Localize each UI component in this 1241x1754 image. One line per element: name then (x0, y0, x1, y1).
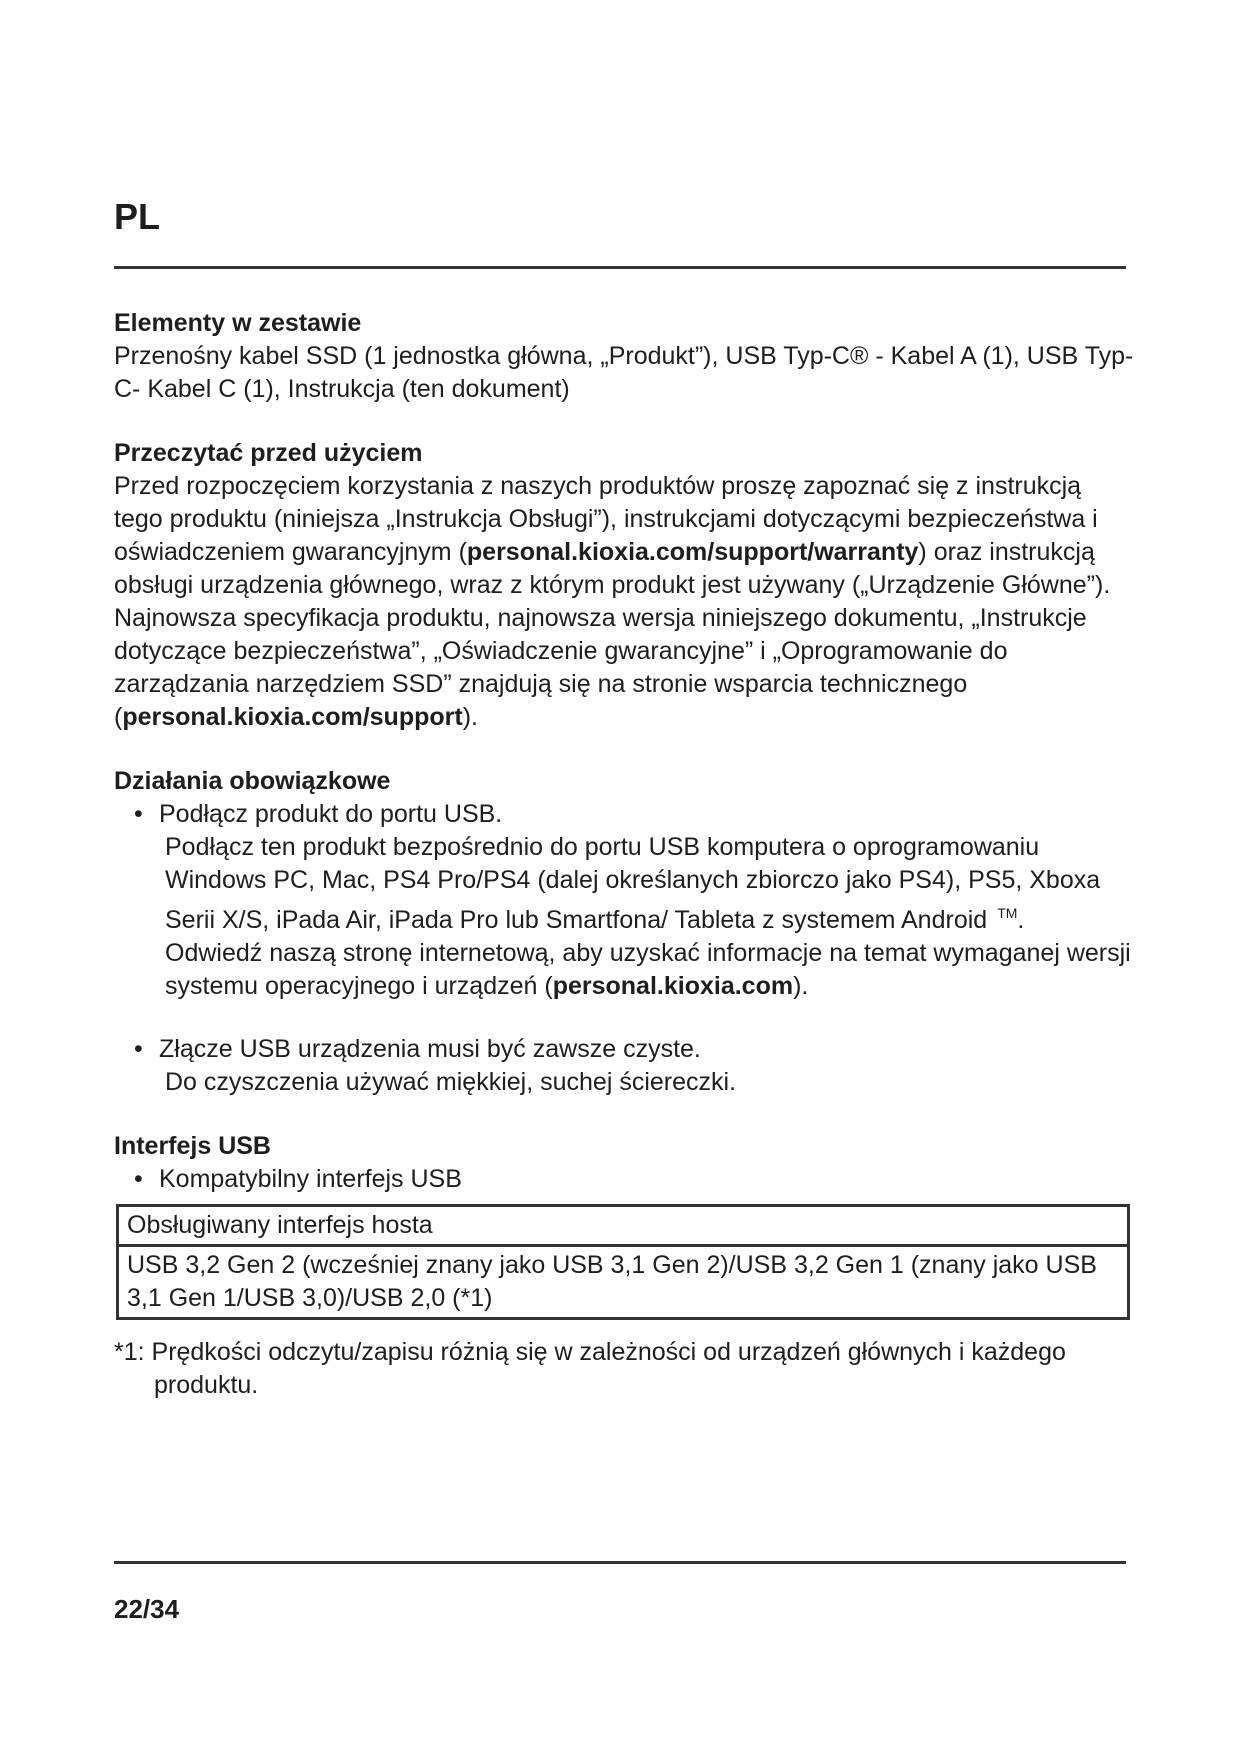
table-cell: USB 3,2 Gen 2 (wcześniej znany jako USB 3,1 Gen 2)/USB 3,2 Gen 1 (znany jako USB 3,1 Gen 1/USB 3,0)/USB 2,0 (*1) (118, 1246, 1129, 1319)
page-number: 22/34 (114, 1594, 180, 1624)
latest-spec-paragraph: Najnowsza specyfikacja produktu, najnowsza wersja niniejszego dokumentu, „Instrukcje dotyczące bezpieczeństwa”, „Oświadczenie gwarancyjne” i „Oprogramowanie do zarządzania narzędziem SSD” znajdują się na stronie wsparcia technicznego (personal.kioxia.com/support). (114, 604, 1087, 731)
kioxia-link: personal.kioxia.com (552, 972, 794, 1000)
section-title: Interfejs USB (114, 1132, 271, 1160)
bottom-divider (114, 1561, 1126, 1564)
warranty-link: personal.kioxia.com/support/warranty (466, 538, 919, 566)
top-divider (114, 266, 1126, 269)
footnote: *1: Prędkości odczytu/zapisu różnią się w zależności od urządzeń głównych i każdego produktu. (114, 1338, 1066, 1399)
section-usb-interface (114, 1130, 1134, 1402)
table-header-cell: Obsługiwany interfejs hosta (118, 1206, 1129, 1246)
bullet-heading: • Podłącz produkt do portu USB. (159, 800, 503, 828)
usb-interface-list (114, 1163, 1134, 1196)
mandatory-actions-list (114, 798, 1134, 1099)
section-title: Elementy w zestawie (114, 309, 362, 337)
read-before-paragraph: Przed rozpoczęciem korzystania z naszych produktów proszę zapoznać się z instrukcją tego produktu (niniejsza „Instrukcja Obsługi”), instrukcjami dotyczącymi bezpieczeństwa i oświadczeniem gwarancyjnym (personal.kioxia.com/support/warranty) oraz instrukcją obsługi urządzenia głównego, wraz z którym produkt jest używany („Urządzenie Główne”). (114, 472, 1111, 599)
bullet-body: Podłącz ten produkt bezpośrednio do portu USB komputera o oprogramowaniu Windows PC, Mac, PS4 Pro/PS4 (dalej określanych zbiorczo jako PS4), PS5, Xboxa Serii X/S, iPada Air, iPada Pro lub Smartfona/ Tableta z systemem Android ™. Odwiedź naszą stronę internetową, aby uzyskać informacje na temat wymaganej wersji systemu operacyjnego i urządzeń (personal.kioxia.com). (165, 833, 1131, 1000)
list-item: • Kompatybilny interfejs USB (114, 1163, 1134, 1196)
language-code: PL (114, 196, 161, 237)
page-content (114, 307, 1134, 1433)
bullet-heading: • Złącze USB urządzenia musi być zawsze czyste. (159, 1035, 701, 1063)
package-contents-text: Przenośny kabel SSD (1 jednostka główna, „Produkt”), USB Typ-C® - Kabel A (1), USB Typ-C- Kabel C (1), Instrukcja (ten dokument) (114, 342, 1134, 403)
list-item (114, 1033, 1134, 1099)
section-read-before-use (114, 437, 1134, 734)
section-title: Działania obowiązkowe (114, 767, 391, 795)
section-package-contents (114, 307, 1134, 406)
section-mandatory-actions (114, 765, 1134, 1099)
support-link: personal.kioxia.com/support (122, 703, 463, 731)
trademark-mark: TM (997, 905, 1018, 921)
list-item (114, 798, 1134, 1003)
bullet-body: Do czyszczenia używać miękkiej, suchej ściereczki. (165, 1068, 737, 1096)
section-title: Przeczytać przed użyciem (114, 439, 423, 467)
host-interface-table (116, 1204, 1130, 1320)
